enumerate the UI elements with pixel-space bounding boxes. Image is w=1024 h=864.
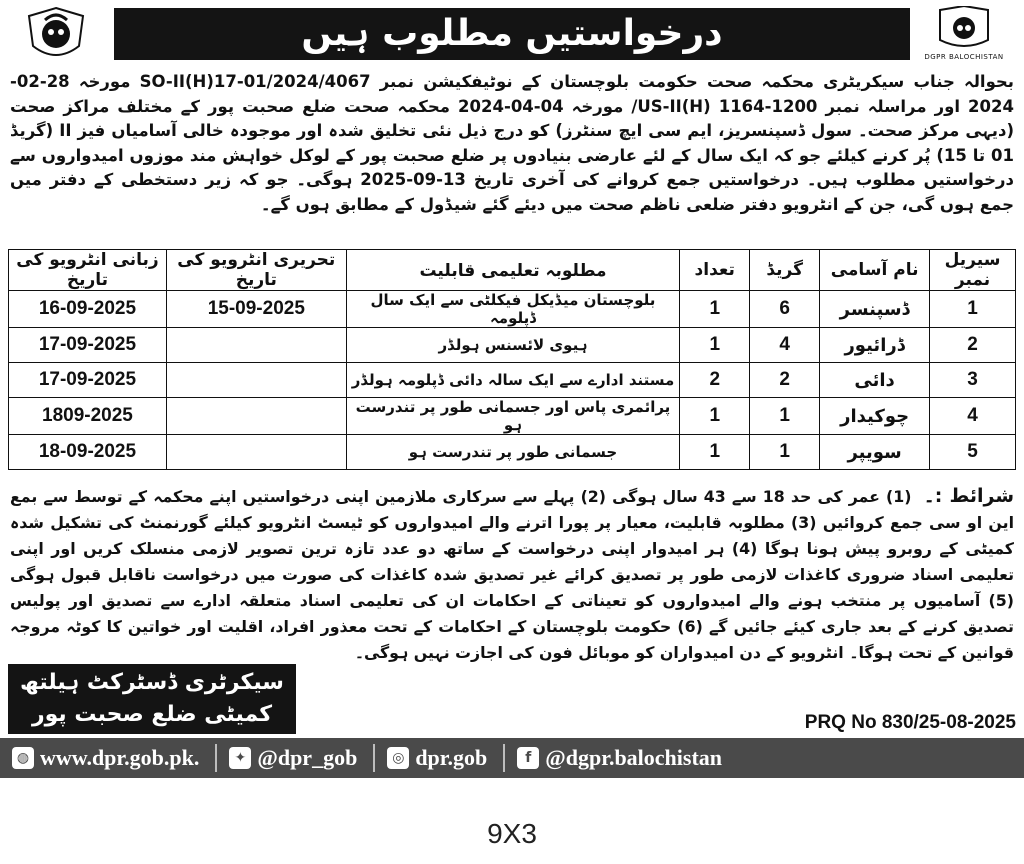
website-text: www.dpr.gob.pk. [40, 745, 200, 770]
cell-count: 1 [680, 328, 750, 363]
twitter-handle: @dpr_gob [257, 745, 358, 770]
cell-grade: 1 [750, 398, 820, 435]
ad-size-label: 9X3 [487, 818, 537, 849]
prq-number: PRQ No 830/25-08-2025 [804, 712, 1016, 733]
cell-grade: 4 [750, 328, 820, 363]
announcement-body: بحوالہ جناب سیکریٹری محکمہ صحت حکومت بلوچستان کے نوٹیفکیشن نمبر SO-II(H)17-01/2024/4067 مورخہ 28-02-2024 اور مراسلہ نمبر US-II(H) 1164-1200/ مورخہ 04-04-2024 محکمہ صحت ضلع صحبت پور کے مختلف مراکز صحت (دیہی مرکز صحت۔ سول ڈسپنسریز، ایم سی ایچ سنٹرز) کو درج ذیل نئی تخلیق شدہ اور موجودہ خالی آسامیاں فیز II (گریڈ 01 تا 15) پُر کرنے کیلئے جو کہ ایک سال کے لئے عارضی بنیادوں پر ضلع صحبت پور کے لوکل خواہش مند موزوں امیدواروں سے درخواستیں مطلوب ہیں۔ درخواستیں جمع کروانے کی آخری تاریخ 13-09-2025 ہوگی۔ جو کہ زیر دستخطی کے دفتر میں جمع ہوں گی، جن کے انٹرویو دفتر ضلعی ناظم صحت میں دیئے گئے شیڈول کے مطابق ہوں گے۔ [10, 72, 1014, 214]
dgpr-logo [918, 6, 1010, 66]
header-serial: سیریل نمبر [930, 250, 1016, 291]
cell-post: ڈسپنسر [820, 291, 930, 328]
header-qualification: مطلوبہ تعلیمی قابلیت [346, 250, 680, 291]
cell-written-date [166, 363, 346, 398]
website-link[interactable] [12, 745, 199, 771]
page-title: درخواستیں مطلوب ہیں [114, 8, 910, 60]
divider [503, 744, 505, 772]
facebook-link[interactable] [517, 745, 722, 771]
cell-oral-date: 17-09-2025 [9, 363, 167, 398]
instagram-link[interactable] [387, 745, 487, 771]
twitter-icon: ✦ [229, 747, 251, 769]
table-row [9, 398, 1016, 435]
header-grade: گریڈ [750, 250, 820, 291]
social-bar [0, 738, 1024, 778]
twitter-link[interactable] [229, 745, 357, 771]
cell-grade: 1 [750, 435, 820, 470]
signature-block [8, 664, 296, 734]
cell-serial: 5 [930, 435, 1016, 470]
cell-written-date [166, 435, 346, 470]
dgpr-logo-caption: DGPR BALOCHISTAN [924, 53, 1004, 61]
cell-count: 1 [680, 435, 750, 470]
header-written-date: تحریری انٹرویو کی تاریخ [166, 250, 346, 291]
cell-serial: 4 [930, 398, 1016, 435]
cell-oral-date: 17-09-2025 [9, 328, 167, 363]
cell-qualification: پرائمری پاس اور جسمانی طور پر تندرست ہو [346, 398, 680, 435]
cell-serial: 2 [930, 328, 1016, 363]
cell-post: چوکیدار [820, 398, 930, 435]
cell-post: ڈرائیور [820, 328, 930, 363]
table-row [9, 291, 1016, 328]
globe-icon: ◍ [12, 747, 34, 769]
conditions-section [10, 483, 1014, 663]
cell-grade: 2 [750, 363, 820, 398]
table-row [9, 328, 1016, 363]
cell-oral-date: 1809-2025 [9, 398, 167, 435]
cell-oral-date: 16-09-2025 [9, 291, 167, 328]
cell-written-date [166, 398, 346, 435]
signature-line-2: کمیٹی ضلع صحبت پور [31, 702, 273, 727]
table-row [9, 435, 1016, 470]
signature-line-1: سیکرٹری ڈسٹرکٹ ہیلتھ [20, 670, 284, 695]
conditions-text: (1) عمر کی حد 18 سے 43 سال ہوگی (2) پہلے سے سرکاری ملازمین اپنی درخواستیں اپنے محکمہ کے توسط سے بمع این او سی جمع کروائیں (3) مطلوبہ قابلیت، معیار پر پورا اترنے والے امیدواروں کو ٹیسٹ انٹرویو کیلئے گورنمنٹ کی تشکیل شدہ کمیٹی کے روبرو پیش ہونا ہوگا (4) ہر امیدوار اپنی درخواست کے ساتھ دو عدد تازہ ترین تصویر لازمی منسلک کریں اور اپنی تعلیمی اسناد ضروری کاغذات لازمی طور پر تصدیق کرائے غیر تصدیق شدہ کاغذات کی صورت میں درخواست ناقابل قبول ہوگی (5) آسامیوں پر منتخب ہونے والے امیدواروں کو تعیناتی کے احکامات ان کی تعلیمی اسناد متعلقہ ادارے سے تصدیق اور پولیس تصدیق کرنے کے بعد جاری کیئے جائیں گے (6) حکومت بلوچستان کے احکامات کے تحت معذور افراد، اقلیت اور خواتین کا کوٹہ مروجہ قوانین کے تحت ہوگا۔ انٹرویو کے دن امیدواران کو موبائل فون کی اجازت نہیں ہوگی۔ [10, 487, 1014, 662]
table-row [9, 363, 1016, 398]
facebook-handle: @dgpr.balochistan [545, 745, 723, 770]
cell-written-date [166, 328, 346, 363]
cell-qualification: بلوچستان میڈیکل فیکلٹی سے ایک سال ڈپلومہ [346, 291, 680, 328]
cell-count: 1 [680, 398, 750, 435]
header-oral-date: زبانی انٹرویو کی تاریخ [9, 250, 167, 291]
cell-qualification: جسمانی طور پر تندرست ہو [346, 435, 680, 470]
facebook-icon: f [517, 747, 539, 769]
instagram-icon: ◎ [387, 747, 409, 769]
cell-grade: 6 [750, 291, 820, 328]
cell-oral-date: 18-09-2025 [9, 435, 167, 470]
cell-count: 1 [680, 291, 750, 328]
cell-count: 2 [680, 363, 750, 398]
conditions-label: شرائط :۔ [923, 485, 1014, 507]
divider [215, 744, 217, 772]
header-post: نام آسامی [820, 250, 930, 291]
cell-qualification: مستند ادارے سے ایک سالہ دائی ڈپلومہ ہولڈر [346, 363, 680, 398]
vacancies-table [8, 249, 1016, 470]
cell-post: سویپر [820, 435, 930, 470]
cell-post: دائی [820, 363, 930, 398]
header-count: تعداد [680, 250, 750, 291]
instagram-handle: dpr.gob [415, 745, 488, 770]
table-header-row [9, 250, 1016, 291]
balochistan-emblem-logo [10, 6, 102, 66]
cell-serial: 3 [930, 363, 1016, 398]
cell-written-date: 15-09-2025 [166, 291, 346, 328]
cell-serial: 1 [930, 291, 1016, 328]
divider [373, 744, 375, 772]
cell-qualification: ہیوی لائسنس ہولڈر [346, 328, 680, 363]
